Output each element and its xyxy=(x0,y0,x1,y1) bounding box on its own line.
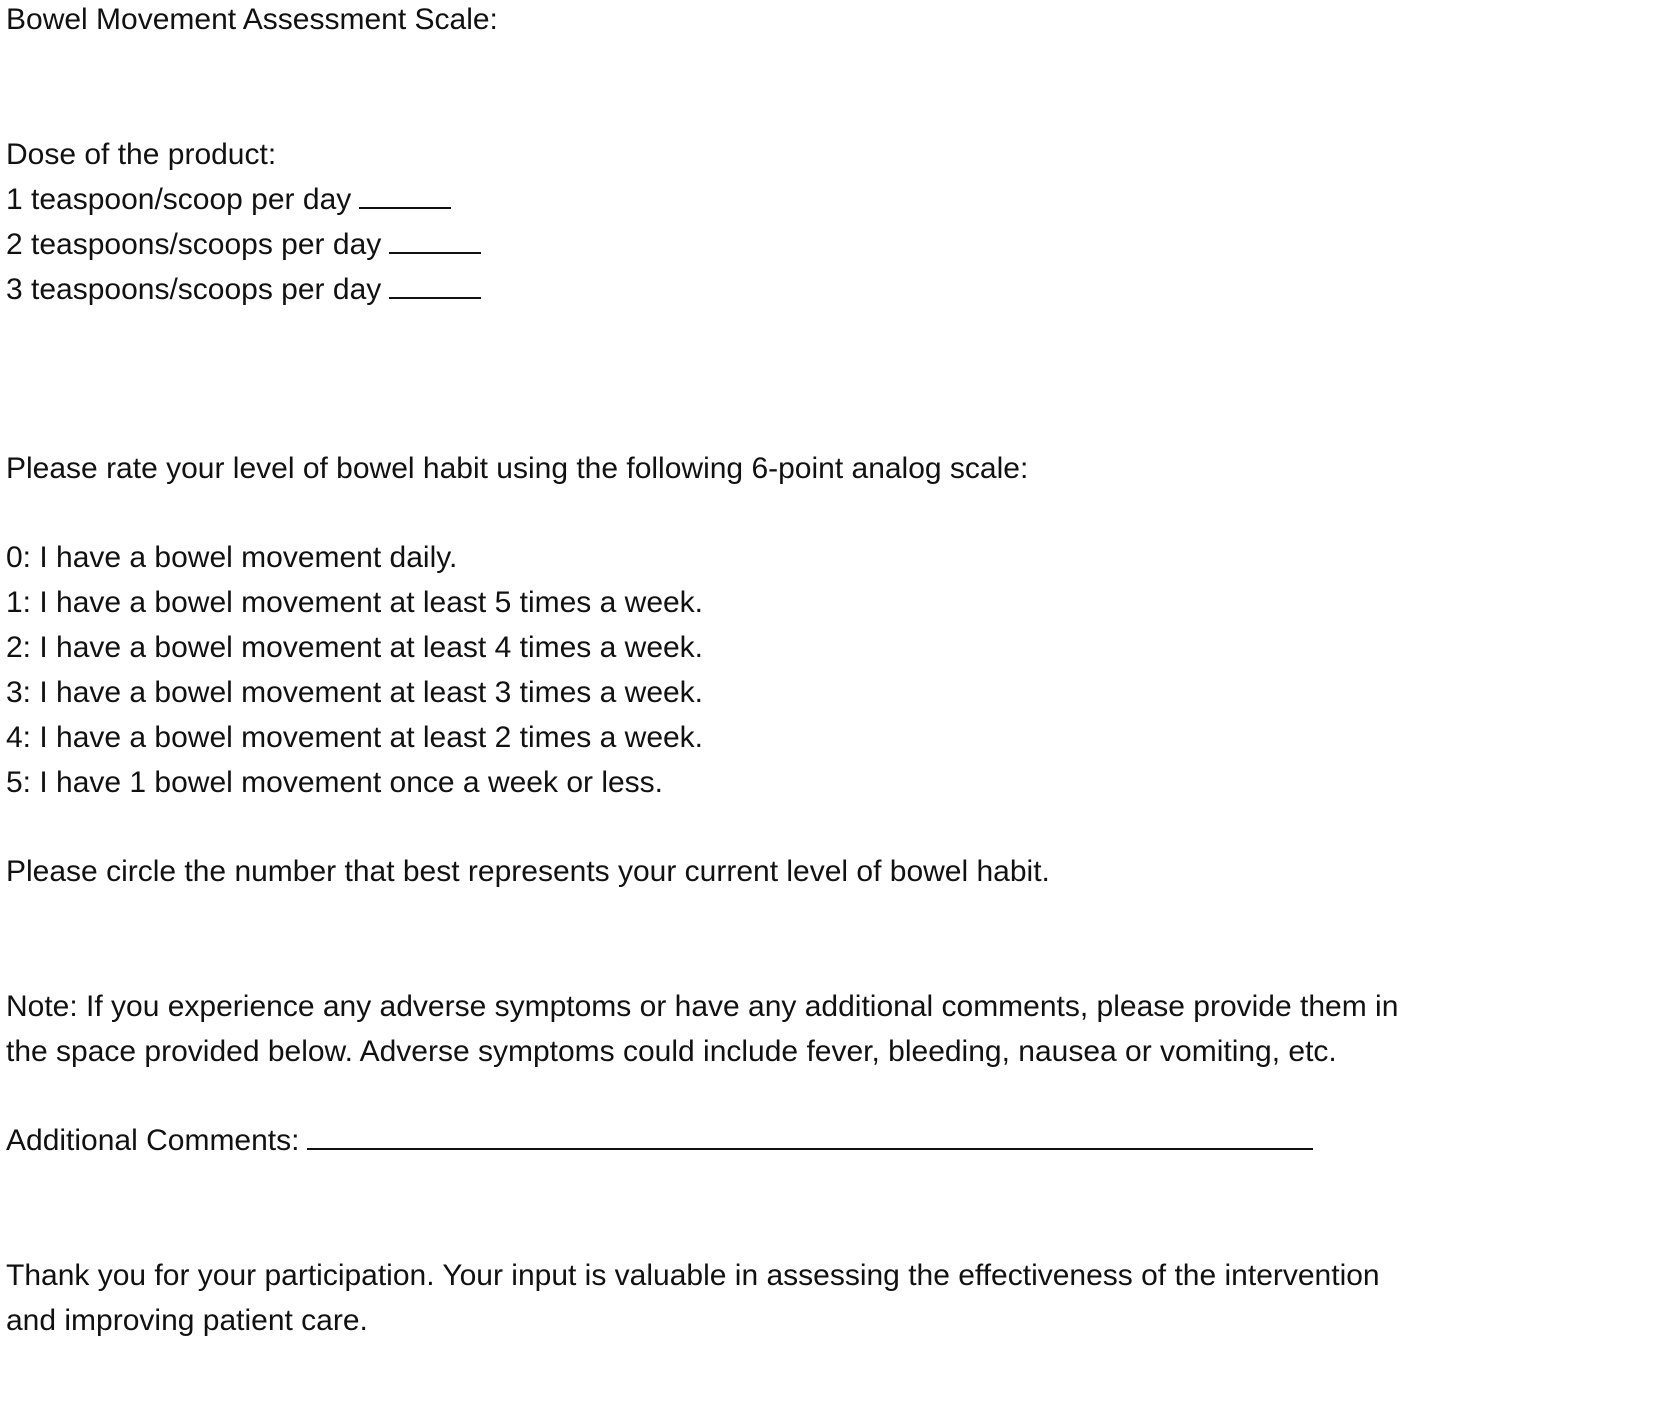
dose-heading: Dose of the product: xyxy=(6,138,277,171)
dose-option-1 xyxy=(6,182,451,218)
circle-instruction: Please circle the number that best represents your current level of bowel habit. xyxy=(6,855,1050,888)
dose-option-label: 3 teaspoons/scoops per day xyxy=(6,273,382,306)
scale-instruction: Please rate your level of bowel habit using the following 6-point analog scale: xyxy=(6,452,1029,485)
scale-item-4: 4: I have a bowel movement at least 2 times a week. xyxy=(6,721,704,754)
scale-item-5: 5: I have 1 bowel movement once a week or less. xyxy=(6,766,664,799)
note-line-1: Note: If you experience any adverse symptoms or have any additional comments, please provide them in xyxy=(6,990,1399,1023)
scale-item-3: 3: I have a bowel movement at least 3 times a week. xyxy=(6,676,704,709)
dose-option-label: 2 teaspoons/scoops per day xyxy=(6,228,382,261)
additional-comments-label: Additional Comments: xyxy=(6,1124,300,1157)
scale-item-0: 0: I have a bowel movement daily. xyxy=(6,541,458,574)
additional-comments-blank[interactable] xyxy=(307,1124,1313,1150)
scale-item-2: 2: I have a bowel movement at least 4 times a week. xyxy=(6,631,704,664)
dose-option-blank[interactable] xyxy=(389,273,481,299)
scale-item-1: 1: I have a bowel movement at least 5 times a week. xyxy=(6,586,704,619)
note-line-2: the space provided below. Adverse symptoms could include fever, bleeding, nausea or vomiting, etc. xyxy=(6,1035,1337,1068)
form-title: Bowel Movement Assessment Scale: xyxy=(6,3,498,36)
dose-option-3 xyxy=(6,272,481,308)
dose-option-label: 1 teaspoon/scoop per day xyxy=(6,183,352,216)
closing-line-2: and improving patient care. xyxy=(6,1304,368,1337)
dose-option-blank[interactable] xyxy=(389,228,481,254)
dose-option-blank[interactable] xyxy=(359,183,451,209)
closing-line-1: Thank you for your participation. Your input is valuable in assessing the effectiveness of the intervention xyxy=(6,1259,1380,1292)
dose-option-2 xyxy=(6,227,481,263)
additional-comments xyxy=(6,1123,1313,1159)
